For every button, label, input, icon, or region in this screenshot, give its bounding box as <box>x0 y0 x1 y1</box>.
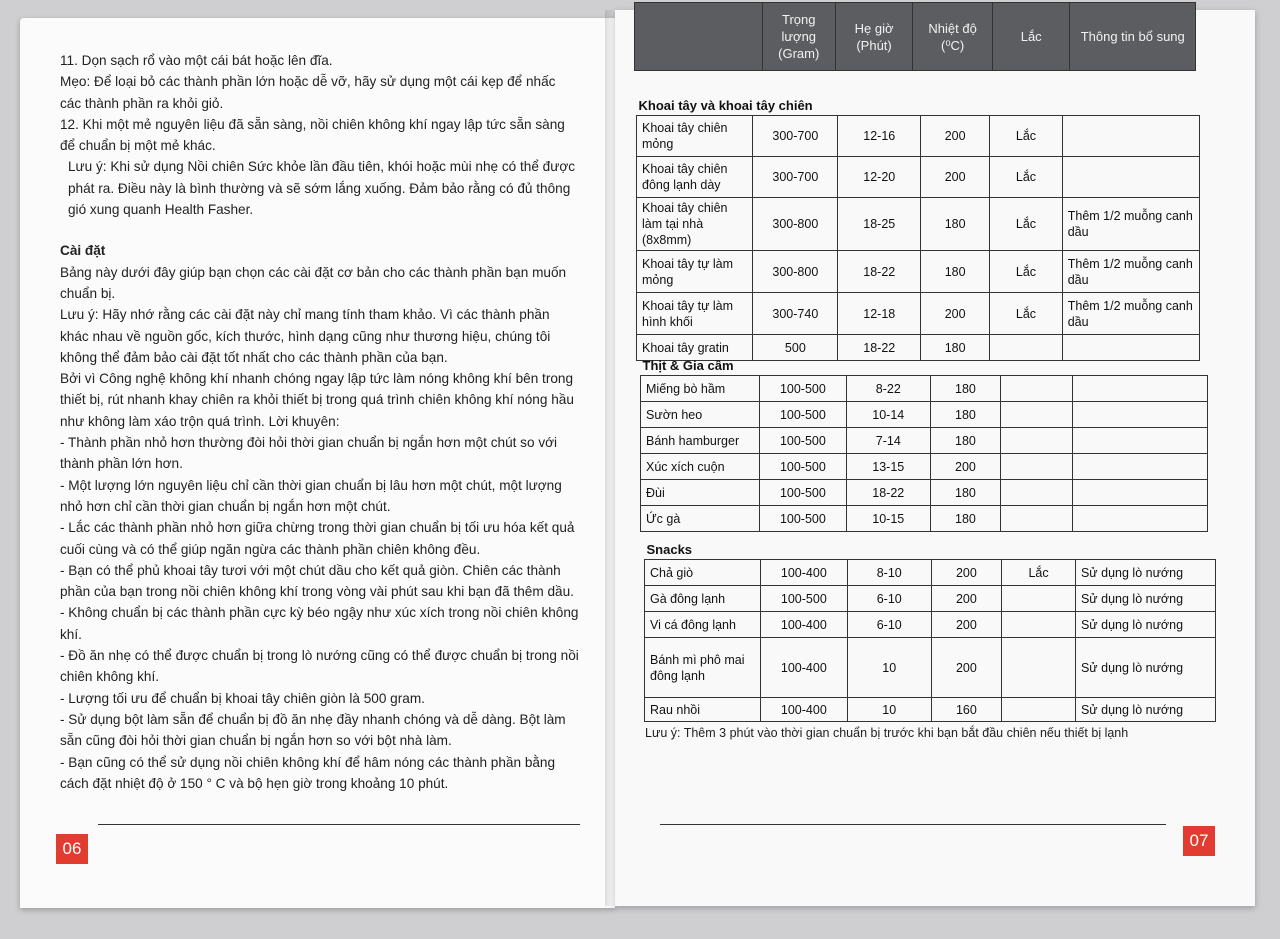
time-cell: 10 <box>847 698 931 722</box>
shake-cell <box>1001 506 1072 532</box>
table-row <box>641 506 1208 532</box>
food-name: Ức gà <box>641 506 760 532</box>
food-name: Gà đông lạnh <box>645 586 761 612</box>
table-row <box>641 376 1208 402</box>
tip-item: - Sử dụng bột làm sẵn để chuẩn bị đồ ăn nhẹ đầy nhanh chóng và dễ dàng. Bột làm sẵn cũng đòi hỏi thời gian chuẩn bị ngắn hơn so với bột nhà làm. <box>60 711 566 749</box>
time-cell: 6-10 <box>847 612 931 638</box>
shake-cell <box>1001 480 1072 506</box>
page-number: 07 <box>1183 826 1215 856</box>
extra-info-cell <box>1072 454 1208 480</box>
time-cell: 10 <box>847 638 931 698</box>
time-cell: 18-22 <box>838 251 921 293</box>
shake-cell: Lắc <box>990 157 1063 198</box>
footer-rule <box>98 824 580 825</box>
food-name: Rau nhồi <box>645 698 761 722</box>
temp-cell: 200 <box>931 586 1001 612</box>
extra-info-cell: Sử dụng lò nướng <box>1075 586 1215 612</box>
tip-item: - Một lượng lớn nguyên liệu chỉ cần thời gian chuẩn bị lâu hơn một chút, một lượng nhỏ hơn chỉ cần thời gian chuẩn bị ngắn hơn một chút. <box>60 477 562 514</box>
shake-cell <box>1001 454 1072 480</box>
extra-info-cell: Thêm 1/2 muỗng canh dầu <box>1062 198 1199 251</box>
food-name: Khoai tây tự làm mỏng <box>637 251 753 293</box>
temp-cell: 200 <box>931 612 1001 638</box>
time-cell: 6-10 <box>847 586 931 612</box>
food-name: Sườn heo <box>641 402 760 428</box>
temp-cell: 200 <box>921 116 990 157</box>
shake-cell: Lắc <box>990 116 1063 157</box>
footer-rule <box>660 824 1166 825</box>
temp-cell: 180 <box>930 506 1000 532</box>
shake-cell <box>1001 376 1072 402</box>
instructions-text <box>60 50 580 794</box>
weight-cell: 100-500 <box>760 376 847 402</box>
table-row <box>641 480 1208 506</box>
temp-cell: 180 <box>930 428 1000 454</box>
tip-item: - Đồ ăn nhẹ có thể được chuẩn bị trong lò nướng cũng có thể được chuẩn bị trong nồi chiên không khí. <box>60 648 579 685</box>
tip-item: - Không chuẩn bị các thành phần cực kỳ béo ngậy như xúc xích trong nồi chiên không khí. <box>60 605 579 642</box>
weight-cell: 300-700 <box>753 116 838 157</box>
shake-cell <box>1001 402 1072 428</box>
weight-cell: 300-740 <box>753 293 838 335</box>
weight-cell: 100-500 <box>760 402 847 428</box>
food-name: Khoai tây chiên đông lạnh dày <box>637 157 753 198</box>
table-row <box>637 157 1200 198</box>
page-number: 06 <box>56 834 88 864</box>
shake-cell <box>1002 586 1076 612</box>
table-row <box>645 560 1216 586</box>
food-name: Bánh mì phô mai đông lạnh <box>645 638 761 698</box>
temp-cell: 200 <box>931 560 1001 586</box>
header-extra: Thông tin bổ sung <box>1070 3 1196 71</box>
weight-cell: 100-400 <box>760 638 847 698</box>
extra-info-cell: Thêm 1/2 muỗng canh dầu <box>1062 251 1199 293</box>
food-name: Bánh hamburger <box>641 428 760 454</box>
time-cell: 13-15 <box>846 454 930 480</box>
weight-cell: 300-700 <box>753 157 838 198</box>
section-title: Khoai tây và khoai tây chiên <box>638 98 813 113</box>
time-cell: 12-16 <box>838 116 921 157</box>
tip-item: - Thành phần nhỏ hơn thường đòi hỏi thời gian chuẩn bị ngắn hơn một chút so với thành phần lớn hơn. <box>60 435 558 472</box>
tip-item: - Bạn cũng có thể sử dụng nồi chiên không khí để hâm nóng các thành phần bằng cách đặt nhiệt độ ở 150 ° C và bộ hẹn giờ trong khoảng 10 phút. <box>60 754 556 791</box>
snacks-table <box>644 540 1216 722</box>
food-name: Khoai tây chiên mỏng <box>637 116 753 157</box>
temp-cell: 180 <box>930 376 1000 402</box>
temp-cell: 180 <box>921 251 990 293</box>
step-12: 12. Khi một mẻ nguyên liệu đã sẵn sàng, nồi chiên không khí ngay lập tức sẵn sàng để chuẩn bị một mẻ khác. <box>60 116 565 154</box>
weight-cell: 100-500 <box>760 428 847 454</box>
temp-cell: 180 <box>921 335 990 361</box>
temp-cell: 180 <box>930 402 1000 428</box>
extra-info-cell <box>1072 428 1208 454</box>
extra-info-cell <box>1072 402 1208 428</box>
time-cell: 8-10 <box>847 560 931 586</box>
temp-cell: 180 <box>921 198 990 251</box>
header-food <box>635 3 763 71</box>
section-title: Snacks <box>646 542 693 557</box>
weight-cell: 100-400 <box>760 698 847 722</box>
tip-item: - Lượng tối ưu để chuẩn bị khoai tây chiên giòn là 500 gram. <box>60 690 425 706</box>
header-time: Hẹ giờ (Phút) <box>835 3 912 71</box>
weight-cell: 500 <box>753 335 838 361</box>
shake-cell <box>1002 698 1076 722</box>
temp-cell: 180 <box>930 480 1000 506</box>
tip: Mẹo: Để loại bỏ các thành phần lớn hoặc dễ vỡ, hãy sử dụng một cái kẹp để nhấc các thành phần ra khỏi giỏ. <box>60 74 556 111</box>
extra-info-cell: Sử dụng lò nướng <box>1075 560 1215 586</box>
tip-item: - Lắc các thành phần nhỏ hơn giữa chừng trong thời gian chuẩn bị tối ưu hóa kết quả cuối cùng và có thể giúp ngăn ngừa các thành phần chiên không đều. <box>60 520 575 557</box>
shake-cell <box>1002 638 1076 698</box>
food-name: Khoai tây tự làm hình khối <box>637 293 753 335</box>
temp-cell: 160 <box>931 698 1001 722</box>
table-row <box>637 116 1200 157</box>
extra-info-cell: Sử dụng lò nướng <box>1075 612 1215 638</box>
header-temp: Nhiệt độ (⁰C) <box>913 3 993 71</box>
extra-info-cell <box>1062 116 1199 157</box>
temp-cell: 200 <box>921 293 990 335</box>
weight-cell: 100-400 <box>760 612 847 638</box>
temp-cell: 200 <box>930 454 1000 480</box>
table-note: Lưu ý: Thêm 3 phút vào thời gian chuẩn bị trước khi bạn bắt đầu chiên nếu thiết bị lạnh <box>645 726 1129 740</box>
time-cell: 18-22 <box>838 335 921 361</box>
food-name: Khoai tây chiên làm tại nhà (8x8mm) <box>637 198 753 251</box>
time-cell: 10-14 <box>846 402 930 428</box>
shake-cell: Lắc <box>990 198 1063 251</box>
shake-cell <box>1002 612 1076 638</box>
food-name: Đùi <box>641 480 760 506</box>
time-cell: 18-22 <box>846 480 930 506</box>
extra-info-cell: Sử dụng lò nướng <box>1075 698 1215 722</box>
food-name: Xúc xích cuộn <box>641 454 760 480</box>
extra-info-cell <box>1072 376 1208 402</box>
food-name: Vi cá đông lạnh <box>645 612 761 638</box>
table-row <box>645 612 1216 638</box>
table-row <box>641 454 1208 480</box>
table-row <box>645 638 1216 698</box>
food-name: Miếng bò hầm <box>641 376 760 402</box>
first-use-note: Lưu ý: Khi sử dụng Nồi chiên Sức khỏe lần đầu tiên, khói hoặc mùi nhẹ có thể được phát ra. Điều này là bình thường và sẽ sớm lắng xuống. Đảm bảo rằng có đủ thông gió xung quanh Health Fasher. <box>68 159 576 218</box>
header-shake: Lắc <box>992 3 1069 71</box>
table-row <box>641 428 1208 454</box>
shake-cell: Lắc <box>1002 560 1076 586</box>
extra-info-cell: Thêm 1/2 muỗng canh dầu <box>1062 293 1199 335</box>
weight-cell: 100-400 <box>760 560 847 586</box>
food-name: Khoai tây gratin <box>637 335 753 361</box>
settings-intro: Bảng này dưới đây giúp bạn chọn các cài đặt cơ bản cho các thành phần bạn muốn chuẩn bị. <box>60 264 567 301</box>
weight-cell: 300-800 <box>753 251 838 293</box>
shake-cell <box>1001 428 1072 454</box>
table-row <box>637 198 1200 251</box>
time-cell: 12-20 <box>838 157 921 198</box>
weight-cell: 100-500 <box>760 480 847 506</box>
settings-table-header <box>634 2 1196 71</box>
weight-cell: 100-500 <box>760 506 847 532</box>
table-row <box>641 402 1208 428</box>
food-name: Chả giò <box>645 560 761 586</box>
time-cell: 7-14 <box>846 428 930 454</box>
weight-cell: 100-500 <box>760 454 847 480</box>
left-page <box>20 18 615 908</box>
settings-note: Lưu ý: Hãy nhớ rằng các cài đặt này chỉ mang tính tham khảo. Vì các thành phần khác nhau về nguồn gốc, kích thước, hình dạng cũng như thương hiệu, chúng tôi không thể đảm bảo cài đặt tốt nhất cho các thành phần của bạn. <box>60 307 551 365</box>
settings-heading: Cài đặt <box>60 243 106 259</box>
potatoes-table <box>636 96 1200 361</box>
section-title: Thịt & Gia cầm <box>642 358 734 373</box>
table-row <box>637 251 1200 293</box>
time-cell: 18-25 <box>838 198 921 251</box>
time-cell: 10-15 <box>846 506 930 532</box>
time-cell: 12-18 <box>838 293 921 335</box>
weight-cell: 100-500 <box>760 586 847 612</box>
table-row <box>645 698 1216 722</box>
rapid-air-text: Bởi vì Công nghệ không khí nhanh chóng ngay lập tức làm nóng không khí bên trong thiết bị, rút nhanh khay chiên ra khỏi thiết bị trong quá trình chiên không khí nóng hầu như không làm xáo trộn quá trình. Lời khuyên: <box>60 371 574 429</box>
extra-info-cell: Sử dụng lò nướng <box>1075 638 1215 698</box>
extra-info-cell <box>1072 480 1208 506</box>
shake-cell: Lắc <box>990 251 1063 293</box>
step-11: 11. Dọn sạch rổ vào một cái bát hoặc lên đĩa. <box>60 53 333 68</box>
temp-cell: 200 <box>931 638 1001 698</box>
time-cell: 8-22 <box>846 376 930 402</box>
extra-info-cell <box>1062 157 1199 198</box>
weight-cell: 300-800 <box>753 198 838 251</box>
tip-item: - Bạn có thể phủ khoai tây tươi với một chút dầu cho kết quả giòn. Chiên các thành phần của bạn trong nồi chiên không khí trong vòng vài phút sau khi bạn đã thêm dầu. <box>60 562 574 600</box>
temp-cell: 200 <box>921 157 990 198</box>
header-weight: Trọng lượng (Gram) <box>762 3 835 71</box>
shake-cell: Lắc <box>990 293 1063 335</box>
table-row <box>645 586 1216 612</box>
meat-poultry-table <box>640 356 1208 532</box>
table-row <box>637 293 1200 335</box>
extra-info-cell <box>1072 506 1208 532</box>
